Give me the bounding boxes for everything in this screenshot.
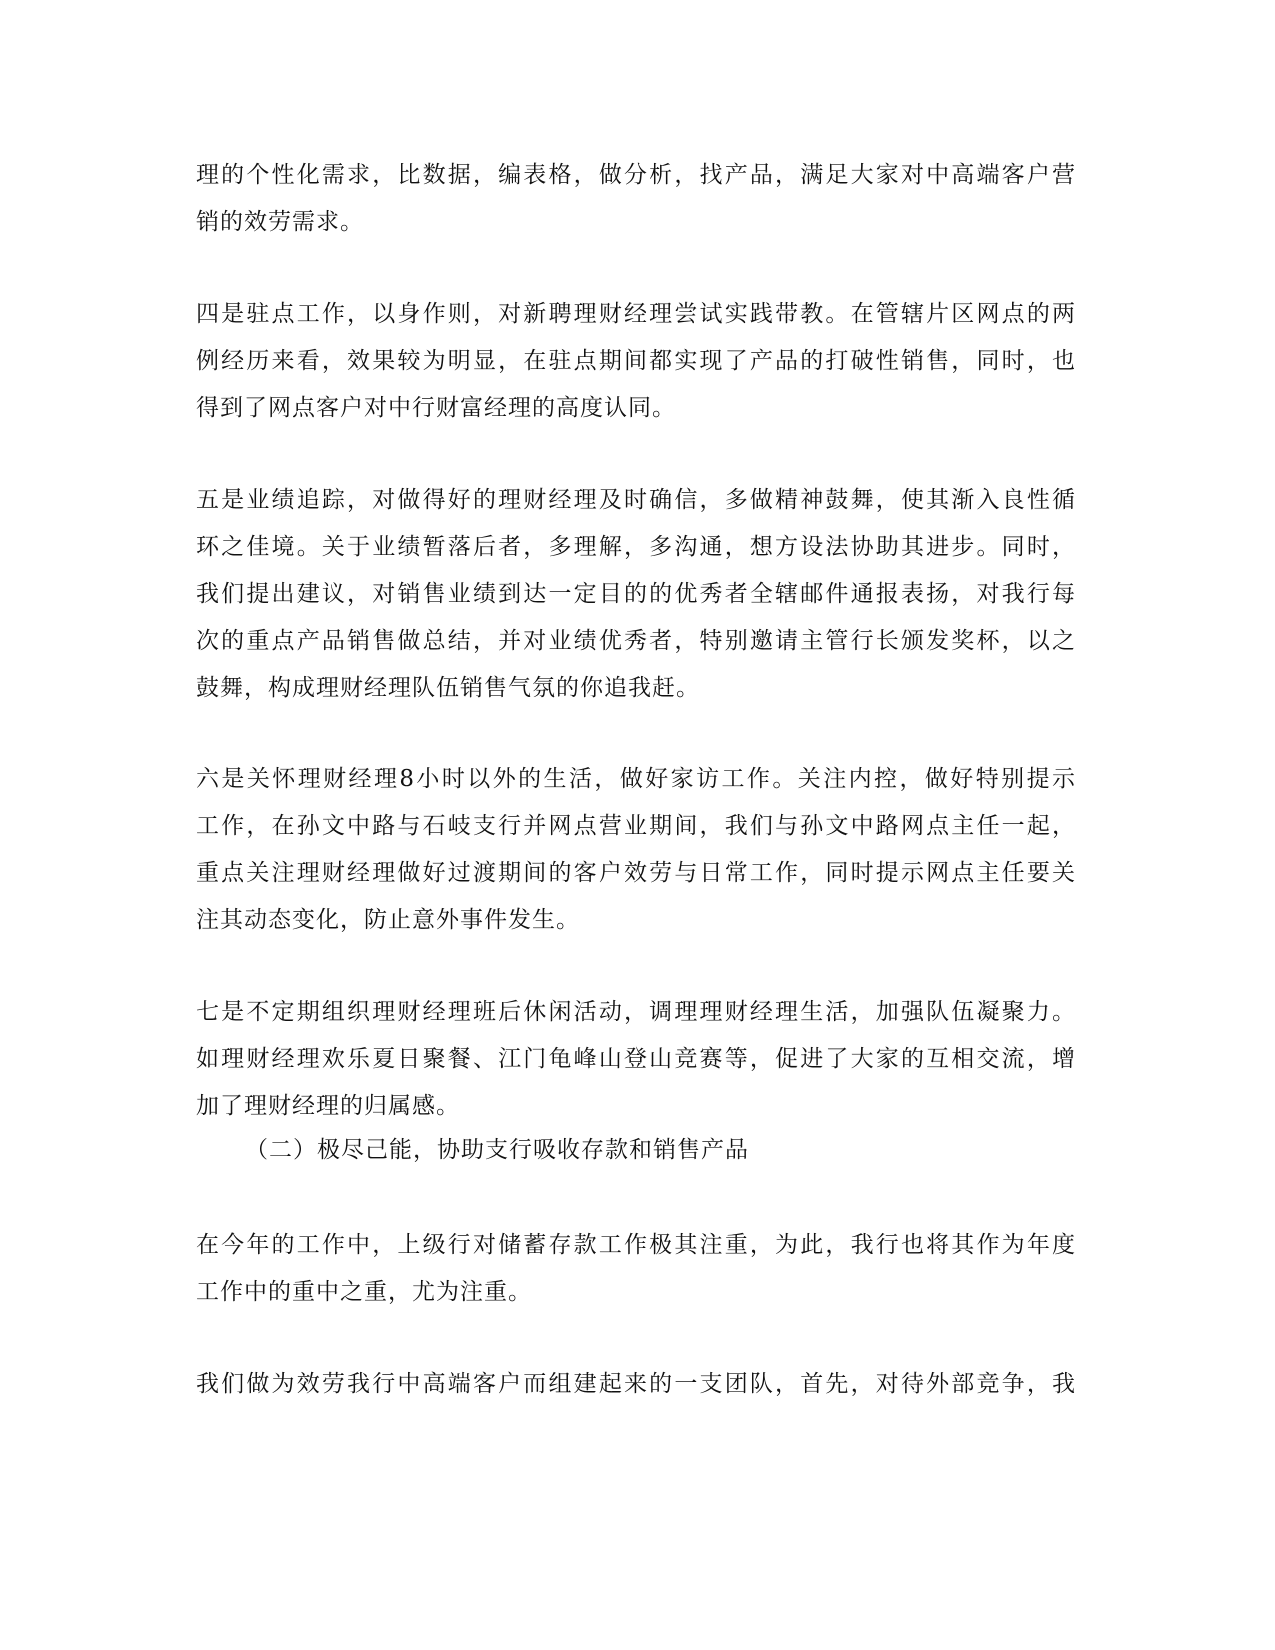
text-line: 重点关注理财经理做好过渡期间的客户效劳与日常工作，同时提示网点主任要关 [196,860,1076,886]
section-heading: （二）极尽己能，协助支行吸收存款和销售产品 [245,1137,749,1163]
text-line: 四是驻点工作，以身作则，对新聘理财经理尝试实践带教。在管辖片区网点的两 [196,301,1076,327]
text-line: 理的个性化需求，比数据，编表格，做分析，找产品，满足大家对中高端客户营 [196,162,1076,188]
text-line: 七是不定期组织理财经理班后休闲活动，调理理财经理生活，加强队伍凝聚力。 [196,999,1076,1025]
text-line: 工作，在孙文中路与石岐支行并网点营业期间，我们与孙文中路网点主任一起， [196,813,1076,839]
text-line: 我们做为效劳我行中高端客户而组建起来的一支团队，首先，对待外部竞争，我 [196,1371,1076,1397]
text-line: 五是业绩追踪，对做得好的理财经理及时确信，多做精神鼓舞，使其渐入良性循 [196,487,1076,513]
text-line: 得到了网点客户对中行财富经理的高度认同。 [196,395,676,421]
text-line: 在今年的工作中，上级行对储蓄存款工作极其注重，为此，我行也将其作为年度 [196,1232,1076,1258]
text-line: 工作中的重中之重，尤为注重。 [196,1279,532,1305]
text-line: 注其动态变化，防止意外事件发生。 [196,907,580,933]
text-line: 环之佳境。关于业绩暂落后者，多理解，多沟通，想方设法协助其进步。同时， [196,534,1076,560]
text-line: 加了理财经理的归属感。 [196,1093,460,1119]
text-line: 六是关怀理财经理8小时以外的生活，做好家访工作。关注内控，做好特别提示 [196,766,1076,792]
text-line: 次的重点产品销售做总结，并对业绩优秀者，特别邀请主管行长颁发奖杯，以之 [196,628,1076,654]
text-line: 鼓舞，构成理财经理队伍销售气氛的你追我赶。 [196,675,700,701]
text-line: 销的效劳需求。 [196,209,364,235]
text-line: 例经历来看，效果较为明显，在驻点期间都实现了产品的打破性销售，同时，也 [196,348,1076,374]
text-line: 如理财经理欢乐夏日聚餐、江门龟峰山登山竞赛等，促进了大家的互相交流，增 [196,1046,1076,1072]
text-line: 我们提出建议，对销售业绩到达一定目的的优秀者全辖邮件通报表扬，对我行每 [196,581,1076,607]
